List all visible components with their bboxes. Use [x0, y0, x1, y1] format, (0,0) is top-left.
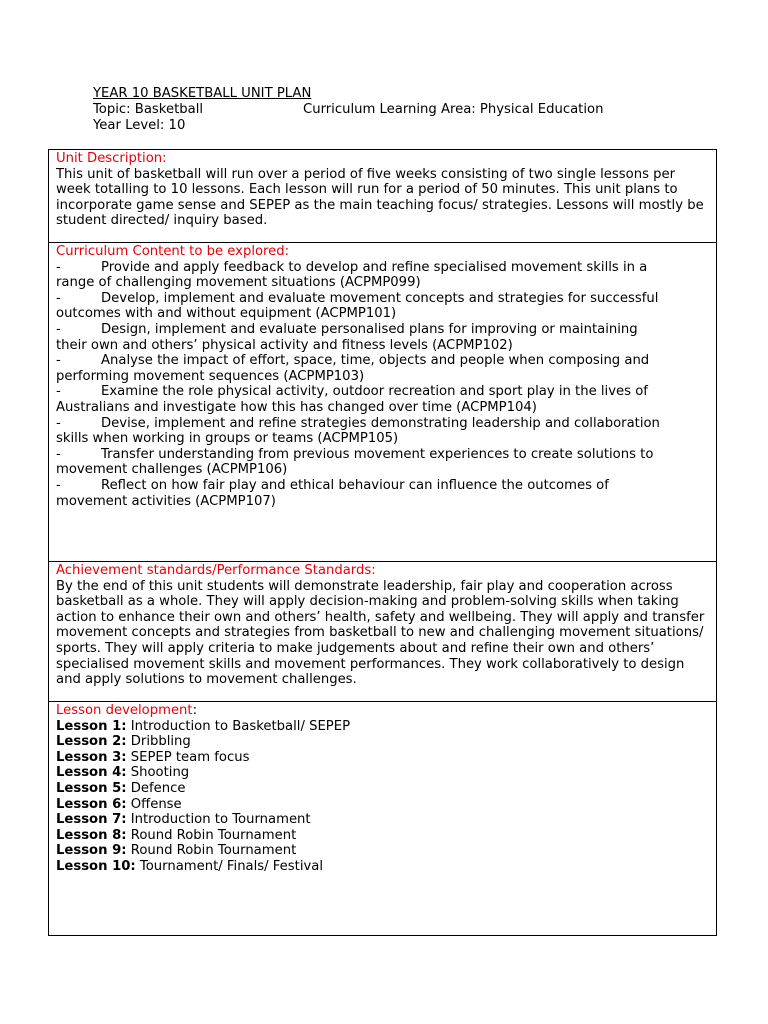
curriculum-item-continuation: outcomes with and without equipment (ACPMP101)	[56, 306, 397, 322]
lesson-label: Lesson 1:	[56, 718, 127, 734]
curriculum-item	[56, 353, 709, 384]
lesson-development-heading	[56, 703, 709, 719]
topic-row	[93, 102, 603, 118]
achievement-standards-section	[49, 561, 716, 701]
topic-label: Topic: Basketball	[93, 102, 204, 117]
lesson-label: Lesson 8:	[56, 827, 127, 843]
curriculum-item-continuation: skills when working in groups or teams (ACPMP105)	[56, 431, 399, 447]
document-header	[93, 86, 603, 134]
curriculum-item-continuation: performing movement sequences (ACPMP103)	[56, 368, 365, 384]
lesson-label: Lesson 5:	[56, 780, 127, 796]
curriculum-item-lead: Develop, implement and evaluate movement concepts and strategies for successful	[101, 290, 659, 306]
lesson-item	[56, 765, 709, 781]
lesson-topic: Round Robin Tournament	[130, 843, 297, 859]
lesson-item	[56, 812, 709, 828]
curriculum-item-lead: Examine the role physical activity, outdoor recreation and sport play in the lives of	[101, 384, 648, 400]
curriculum-item	[56, 384, 709, 415]
lesson-topic: Defence	[130, 780, 186, 796]
curriculum-content-list	[56, 260, 709, 510]
achievement-standards-heading: Achievement standards/Performance Standards:	[56, 563, 376, 578]
lesson-list	[56, 719, 709, 875]
curriculum-item-lead: Reflect on how fair play and ethical behaviour can influence the outcomes of	[101, 477, 609, 493]
lesson-label: Lesson 2:	[56, 734, 127, 750]
lesson-label: Lesson 9:	[56, 843, 127, 859]
curriculum-item-continuation: their own and others’ physical activity and fitness levels (ACPMP102)	[56, 337, 513, 353]
curriculum-content-heading: Curriculum Content to be explored:	[56, 244, 290, 259]
lesson-label: Lesson 6:	[56, 796, 127, 812]
unit-description-body: This unit of basketball will run over a period of five weeks consisting of two single lessons per week totalling to 10 lessons. Each lesson will run for a period of 50 minutes. This unit plans to incorporate game sense and SEPEP as the main teaching focus/ strategies. Lessons will mostly be student directed/ inquiry based.	[56, 166, 704, 229]
list-dash: -	[56, 415, 61, 431]
lesson-topic: Offense	[130, 796, 182, 812]
list-dash: -	[56, 384, 61, 400]
curriculum-item-lead: Devise, implement and refine strategies demonstrating leadership and collaboration	[101, 415, 660, 431]
lesson-item	[56, 781, 709, 797]
curriculum-item-continuation: range of challenging movement situations (ACPMP099)	[56, 275, 421, 291]
lesson-topic: Dribbling	[130, 734, 191, 750]
lesson-item	[56, 859, 709, 875]
list-dash: -	[56, 259, 61, 275]
lesson-topic: Shooting	[130, 765, 190, 781]
curriculum-item-lead: Transfer understanding from previous movement experiences to create solutions to	[101, 446, 654, 462]
lesson-development-colon: :	[192, 703, 198, 718]
curriculum-item-lead: Analyse the impact of effort, space, time, objects and people when composing and	[101, 353, 650, 369]
lesson-item	[56, 750, 709, 766]
lesson-label: Lesson 7:	[56, 812, 127, 828]
lesson-item	[56, 797, 709, 813]
unit-description-section	[49, 150, 716, 242]
curriculum-item	[56, 416, 709, 447]
lesson-item	[56, 734, 709, 750]
list-dash: -	[56, 477, 61, 493]
curriculum-item-lead: Design, implement and evaluate personalised plans for improving or maintaining	[101, 321, 638, 337]
curriculum-item-continuation: movement activities (ACPMP107)	[56, 493, 276, 509]
unit-plan-table	[48, 149, 717, 936]
curriculum-content-section	[49, 242, 716, 561]
lesson-topic: Round Robin Tournament	[130, 827, 297, 843]
achievement-standards-body: By the end of this unit students will demonstrate leadership, fair play and cooperation across basketball as a whole. They will apply decision-making and problem-solving skills when taking action to enhance their own and others’ health, safety and wellbeing. They will apply and transfer movement concepts and strategies from basketball to new and challenging movement situations/ sports. They will apply criteria to make judgements about and refine their own and others’ specialised movement skills and movement performances. They work collaboratively to design and apply solutions to movement challenges.	[56, 578, 705, 688]
lesson-item	[56, 843, 709, 859]
lesson-topic: Introduction to Basketball/ SEPEP	[130, 718, 351, 734]
list-dash: -	[56, 290, 61, 306]
lesson-label: Lesson 3:	[56, 749, 127, 765]
year-level-label: Year Level: 10	[93, 118, 186, 133]
lesson-label: Lesson 4:	[56, 765, 127, 781]
list-dash: -	[56, 321, 61, 337]
lesson-topic: Tournament/ Finals/ Festival	[139, 858, 324, 874]
curriculum-item	[56, 322, 709, 353]
curriculum-item	[56, 478, 709, 509]
curriculum-item-lead: Provide and apply feedback to develop and refine specialised movement skills in a	[101, 259, 648, 275]
lesson-development-section	[49, 701, 716, 935]
curriculum-item	[56, 447, 709, 478]
lesson-item	[56, 719, 709, 735]
curriculum-item	[56, 291, 709, 322]
list-dash: -	[56, 353, 61, 369]
unit-plan-title: YEAR 10 BASKETBALL UNIT PLAN	[93, 86, 312, 101]
curriculum-item-continuation: Australians and investigate how this has changed over time (ACPMP104)	[56, 399, 537, 415]
curriculum-item-continuation: movement challenges (ACPMP106)	[56, 462, 288, 478]
lesson-topic: Introduction to Tournament	[130, 812, 311, 828]
lesson-development-heading-text: Lesson development	[56, 703, 193, 718]
lesson-topic: SEPEP team focus	[130, 749, 250, 765]
list-dash: -	[56, 446, 61, 462]
lesson-item	[56, 828, 709, 844]
curriculum-area-label: Curriculum Learning Area: Physical Education	[303, 102, 604, 117]
lesson-label: Lesson 10:	[56, 858, 136, 874]
unit-description-heading: Unit Description:	[56, 151, 167, 166]
curriculum-item	[56, 260, 709, 291]
